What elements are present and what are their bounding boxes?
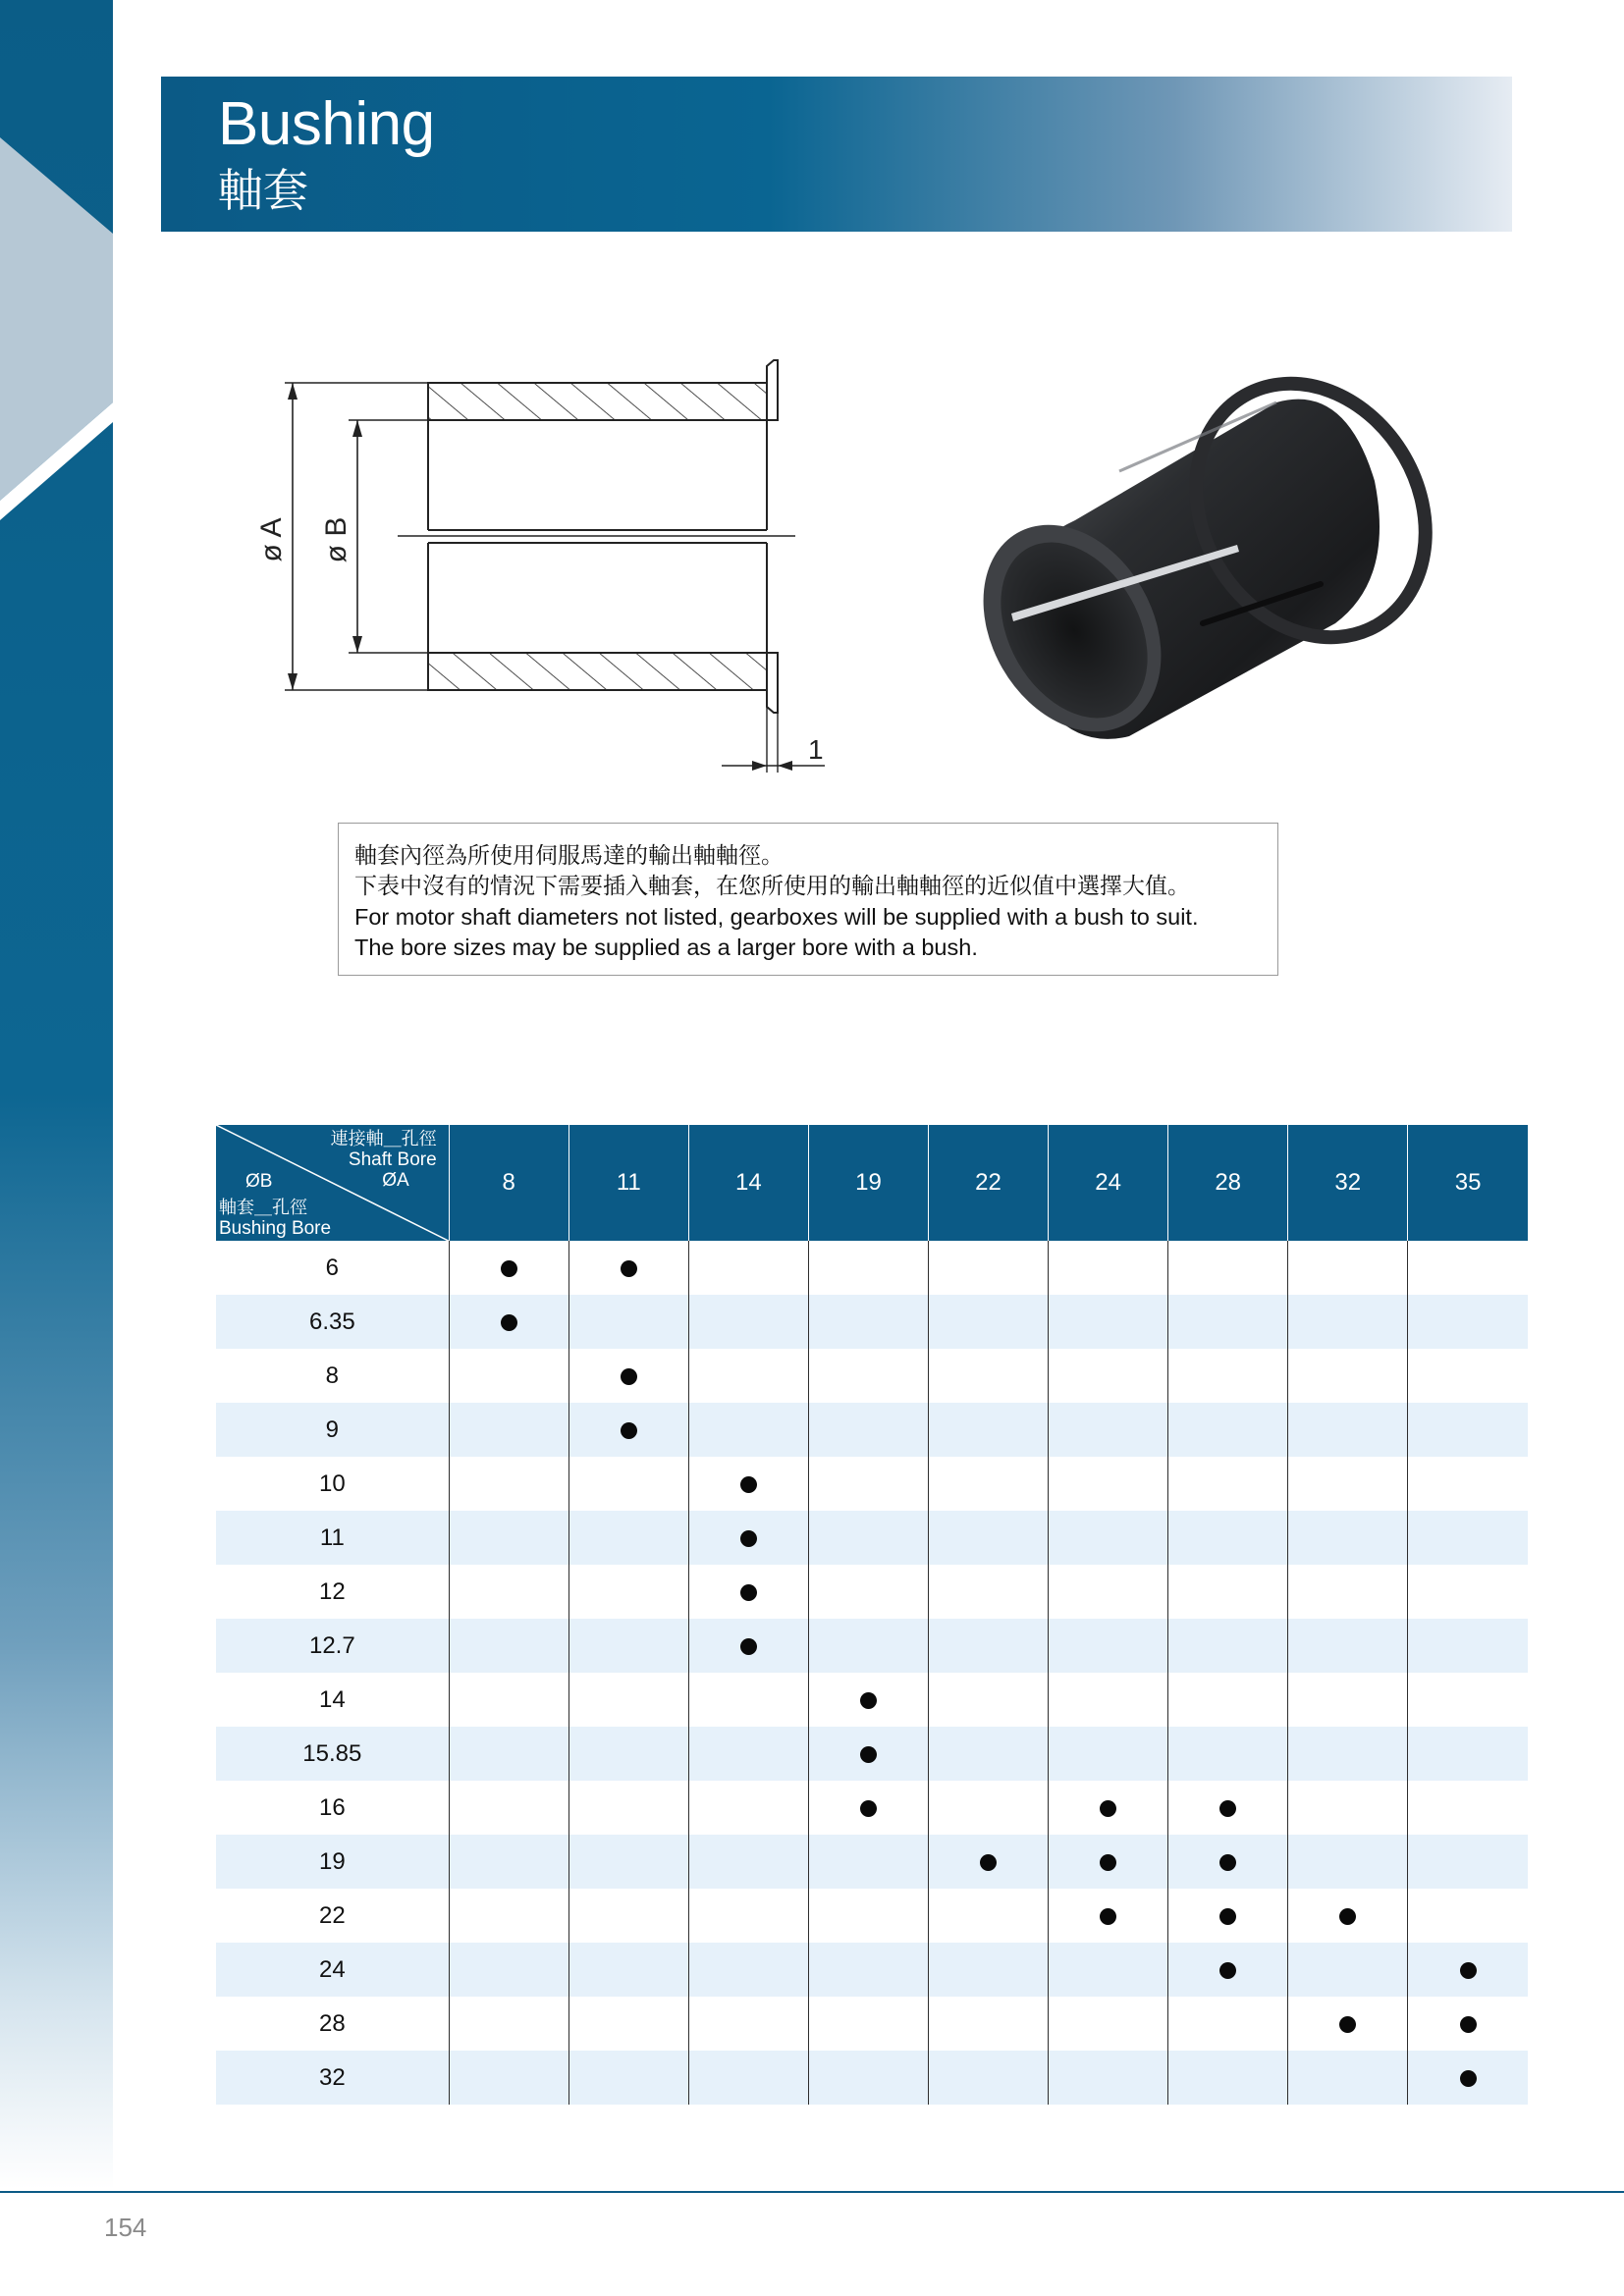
- bushing-bore-cell: 28: [216, 1997, 449, 2051]
- table-row: [216, 1835, 1528, 1889]
- compatibility-cell: [1049, 1511, 1168, 1565]
- compatibility-cell: [928, 1403, 1048, 1457]
- compatible-dot-icon: [1339, 1908, 1356, 1925]
- compatibility-cell: [1288, 1403, 1408, 1457]
- table-body: [216, 1241, 1528, 2105]
- dimension-a-label: ø A: [255, 517, 288, 562]
- compatibility-cell: [808, 1619, 928, 1673]
- compatibility-cell: [688, 1673, 808, 1727]
- compatibility-cell: [1049, 1403, 1168, 1457]
- compatibility-cell: [1408, 1403, 1528, 1457]
- compatibility-cell: [1168, 1619, 1288, 1673]
- compatibility-cell: [1168, 1889, 1288, 1943]
- compatibility-cell: [568, 2051, 688, 2105]
- compatibility-cell: [1408, 2051, 1528, 2105]
- compatibility-cell: [1049, 1835, 1168, 1889]
- compatibility-cell: [1049, 2051, 1168, 2105]
- compatibility-cell: [1168, 1781, 1288, 1835]
- compatibility-cell: [688, 1565, 808, 1619]
- compatibility-cell: [1408, 1943, 1528, 1997]
- compatibility-cell: [1408, 1889, 1528, 1943]
- dimension-b-label: ø B: [320, 516, 352, 563]
- compatibility-cell: [1168, 1997, 1288, 2051]
- shaft-bore-column-header: 22: [928, 1125, 1048, 1241]
- compatibility-cell: [1049, 1781, 1168, 1835]
- compatibility-cell: [568, 1241, 688, 1295]
- compatible-dot-icon: [860, 1800, 877, 1817]
- compatibility-cell: [1049, 1943, 1168, 1997]
- compatibility-cell: [808, 1943, 928, 1997]
- compatibility-cell: [808, 1241, 928, 1295]
- title-banner: [161, 77, 1512, 232]
- compatibility-cell: [928, 1511, 1048, 1565]
- compatibility-cell: [449, 1673, 568, 1727]
- compatibility-cell: [808, 1997, 928, 2051]
- bushing-bore-cell: 6: [216, 1241, 449, 1295]
- shaft-bore-column-header: 35: [1408, 1125, 1528, 1241]
- compatibility-cell: [1408, 1457, 1528, 1511]
- table-row: [216, 1673, 1528, 1727]
- compatibility-cell: [1288, 1565, 1408, 1619]
- compatibility-cell: [928, 1727, 1048, 1781]
- compatibility-cell: [1049, 1673, 1168, 1727]
- compatibility-cell: [928, 1943, 1048, 1997]
- compatibility-cell: [1288, 1511, 1408, 1565]
- compatible-dot-icon: [501, 1314, 517, 1331]
- compatibility-cell: [1168, 1295, 1288, 1349]
- table-row: [216, 1565, 1528, 1619]
- compatible-dot-icon: [980, 1854, 997, 1871]
- bushing-bore-cell: 16: [216, 1781, 449, 1835]
- bushing-bore-cell: 9: [216, 1403, 449, 1457]
- note-line-cn-1: 軸套內徑為所使用伺服馬達的輸出軸軸徑。: [354, 843, 784, 869]
- page-subtitle: 軸套: [218, 164, 308, 217]
- compatibility-cell: [449, 1511, 568, 1565]
- compatible-dot-icon: [860, 1746, 877, 1763]
- shaft-bore-heading: [331, 1129, 437, 1191]
- compatibility-cell: [1408, 1997, 1528, 2051]
- compatible-dot-icon: [740, 1584, 757, 1601]
- compatibility-cell: [1408, 1511, 1528, 1565]
- compatibility-cell: [1168, 1943, 1288, 1997]
- compatibility-cell: [688, 2051, 808, 2105]
- compatible-dot-icon: [1219, 1800, 1236, 1817]
- compatibility-cell: [568, 1349, 688, 1403]
- compatibility-cell: [568, 1727, 688, 1781]
- compatibility-cell: [1168, 1673, 1288, 1727]
- bushing-bore-cell: 19: [216, 1835, 449, 1889]
- compatibility-cell: [688, 1403, 808, 1457]
- compatibility-cell: [1408, 1835, 1528, 1889]
- compatibility-cell: [449, 1619, 568, 1673]
- compatibility-cell: [1288, 1727, 1408, 1781]
- compatibility-cell: [688, 1835, 808, 1889]
- compatibility-cell: [808, 1511, 928, 1565]
- compatibility-cell: [568, 1403, 688, 1457]
- compatibility-cell: [808, 1457, 928, 1511]
- compatible-dot-icon: [1219, 1908, 1236, 1925]
- compatibility-cell: [808, 1565, 928, 1619]
- compatibility-cell: [1168, 1403, 1288, 1457]
- compatibility-cell: [1049, 1241, 1168, 1295]
- compatibility-cell: [928, 1295, 1048, 1349]
- compatibility-cell: [568, 1835, 688, 1889]
- note-line-en-1: For motor shaft diameters not listed, gearboxes will be supplied with a bush to suit.: [354, 904, 1199, 930]
- compatibility-cell: [568, 1673, 688, 1727]
- compatible-dot-icon: [1339, 2016, 1356, 2033]
- compatibility-cell: [1168, 2051, 1288, 2105]
- page-title: Bushing: [218, 90, 435, 158]
- bushing-bore-cell: 11: [216, 1511, 449, 1565]
- compatibility-cell: [568, 1511, 688, 1565]
- compatible-dot-icon: [501, 1260, 517, 1277]
- compatibility-cell: [449, 2051, 568, 2105]
- note-line-cn-2: 下表中沒有的情況下需要插入軸套，在您所使用的輸出軸軸徑的近似值中選擇大值。: [354, 874, 1190, 899]
- table-row: [216, 1457, 1528, 1511]
- bushing-bore-cell: 12.7: [216, 1619, 449, 1673]
- compatibility-cell: [928, 1565, 1048, 1619]
- compatible-dot-icon: [1100, 1908, 1116, 1925]
- compatibility-cell: [1288, 1241, 1408, 1295]
- compatible-dot-icon: [621, 1368, 637, 1385]
- compatibility-cell: [568, 1457, 688, 1511]
- bushing-bore-table: [216, 1125, 1528, 2105]
- compatibility-cell: [1288, 1889, 1408, 1943]
- compatibility-cell: [1168, 1349, 1288, 1403]
- compatibility-cell: [688, 1295, 808, 1349]
- compatibility-cell: [1408, 1295, 1528, 1349]
- table-row: [216, 1295, 1528, 1349]
- compatibility-cell: [1408, 1619, 1528, 1673]
- compatibility-cell: [808, 1295, 928, 1349]
- compatibility-cell: [808, 2051, 928, 2105]
- compatibility-cell: [928, 1349, 1048, 1403]
- compatibility-cell: [449, 1565, 568, 1619]
- compatibility-cell: [449, 1349, 568, 1403]
- compatibility-cell: [1288, 1997, 1408, 2051]
- compatibility-cell: [568, 1295, 688, 1349]
- compatibility-cell: [688, 1619, 808, 1673]
- shaft-bore-column-header: 32: [1288, 1125, 1408, 1241]
- compatibility-cell: [1288, 1457, 1408, 1511]
- compatibility-cell: [928, 1241, 1048, 1295]
- compatibility-cell: [928, 1673, 1048, 1727]
- compatibility-cell: [449, 1295, 568, 1349]
- compatibility-cell: [1408, 1781, 1528, 1835]
- compatibility-cell: [808, 1727, 928, 1781]
- compatibility-cell: [1168, 1511, 1288, 1565]
- compatibility-cell: [568, 1781, 688, 1835]
- compatibility-cell: [1049, 1889, 1168, 1943]
- compatibility-cell: [928, 1781, 1048, 1835]
- compatibility-cell: [1168, 1241, 1288, 1295]
- compatibility-cell: [449, 1457, 568, 1511]
- compatibility-cell: [688, 1349, 808, 1403]
- compatibility-cell: [688, 1943, 808, 1997]
- compatibility-cell: [1408, 1673, 1528, 1727]
- compatibility-cell: [808, 1889, 928, 1943]
- note-line-en-2: The bore sizes may be supplied as a larger bore with a bush.: [354, 934, 978, 960]
- compatibility-cell: [688, 1997, 808, 2051]
- compatible-dot-icon: [1100, 1800, 1116, 1817]
- compatibility-cell: [1288, 1835, 1408, 1889]
- compatibility-cell: [449, 1997, 568, 2051]
- shaft-bore-column-header: 24: [1049, 1125, 1168, 1241]
- compatible-dot-icon: [1219, 1854, 1236, 1871]
- compatibility-cell: [1049, 1349, 1168, 1403]
- compatible-dot-icon: [621, 1260, 637, 1277]
- compatible-dot-icon: [860, 1692, 877, 1709]
- compatibility-cell: [1168, 1457, 1288, 1511]
- compatibility-cell: [568, 1889, 688, 1943]
- bushing-bore-cell: 24: [216, 1943, 449, 1997]
- compatibility-cell: [1049, 1997, 1168, 2051]
- compatibility-cell: [808, 1781, 928, 1835]
- compatibility-cell: [928, 1835, 1048, 1889]
- compatibility-cell: [449, 1835, 568, 1889]
- compatibility-cell: [808, 1835, 928, 1889]
- table-row: [216, 2051, 1528, 2105]
- compatible-dot-icon: [740, 1530, 757, 1547]
- shaft-bore-column-header: 14: [688, 1125, 808, 1241]
- table-row: [216, 1943, 1528, 1997]
- compatibility-cell: [1168, 1835, 1288, 1889]
- compatibility-cell: [1168, 1727, 1288, 1781]
- compatibility-cell: [928, 1457, 1048, 1511]
- compatible-dot-icon: [740, 1638, 757, 1655]
- bushing-bore-cn: 軸套＿孔徑: [219, 1198, 307, 1218]
- bushing-bore-cell: 8: [216, 1349, 449, 1403]
- compatibility-cell: [808, 1403, 928, 1457]
- bushing-product-image: [982, 373, 1443, 746]
- compatibility-cell: [688, 1727, 808, 1781]
- shaft-bore-column-header: 28: [1168, 1125, 1288, 1241]
- shaft-bore-column-header: 8: [449, 1125, 568, 1241]
- footer-rule: [0, 2191, 1624, 2193]
- compatibility-cell: [568, 1619, 688, 1673]
- table-row: [216, 1511, 1528, 1565]
- bushing-note: [338, 823, 1278, 976]
- bushing-bore-cell: 12: [216, 1565, 449, 1619]
- shaft-bore-column-header: 11: [568, 1125, 688, 1241]
- table-row: [216, 1349, 1528, 1403]
- compatibility-cell: [1288, 1943, 1408, 1997]
- compatibility-cell: [449, 1403, 568, 1457]
- compatibility-cell: [928, 2051, 1048, 2105]
- compatibility-cell: [1408, 1565, 1528, 1619]
- shaft-bore-symbol: ØA: [382, 1170, 409, 1191]
- compatible-dot-icon: [1460, 1962, 1477, 1979]
- compatible-dot-icon: [740, 1476, 757, 1493]
- compatibility-cell: [568, 1997, 688, 2051]
- compatibility-cell: [928, 1889, 1048, 1943]
- compatibility-cell: [808, 1349, 928, 1403]
- shaft-bore-en: Shaft Bore: [348, 1149, 437, 1170]
- bushing-bore-en: Bushing Bore: [219, 1218, 332, 1239]
- compatibility-cell: [449, 1781, 568, 1835]
- compatibility-cell: [688, 1241, 808, 1295]
- compatibility-cell: [688, 1889, 808, 1943]
- compatibility-cell: [1408, 1727, 1528, 1781]
- shaft-bore-cn: 連接軸＿孔徑: [330, 1129, 437, 1149]
- compatibility-cell: [1288, 1781, 1408, 1835]
- compatibility-cell: [1049, 1727, 1168, 1781]
- table-row: [216, 1619, 1528, 1673]
- compatibility-cell: [1049, 1295, 1168, 1349]
- compatibility-cell: [568, 1565, 688, 1619]
- table-row: [216, 1727, 1528, 1781]
- compatibility-cell: [1288, 1295, 1408, 1349]
- compatibility-cell: [1288, 1349, 1408, 1403]
- table-row: [216, 1889, 1528, 1943]
- compatibility-cell: [1288, 2051, 1408, 2105]
- flange-dimension-label: 1: [808, 734, 824, 765]
- page-number: 154: [104, 2213, 147, 2242]
- compatible-dot-icon: [1219, 1962, 1236, 1979]
- compatibility-cell: [928, 1619, 1048, 1673]
- compatible-dot-icon: [1460, 2016, 1477, 2033]
- compatibility-cell: [1049, 1565, 1168, 1619]
- compatible-dot-icon: [1100, 1854, 1116, 1871]
- table-row: [216, 1997, 1528, 2051]
- side-chevron-decoration: [0, 137, 113, 520]
- compatibility-cell: [449, 1241, 568, 1295]
- compatibility-cell: [688, 1781, 808, 1835]
- bushing-bore-cell: 22: [216, 1889, 449, 1943]
- table-row: [216, 1241, 1528, 1295]
- bushing-bore-cell: 32: [216, 2051, 449, 2105]
- bushing-bore-cell: 15.85: [216, 1727, 449, 1781]
- compatibility-cell: [449, 1889, 568, 1943]
- bushing-bore-heading: [219, 1198, 331, 1239]
- table-corner-header: [216, 1125, 449, 1241]
- compatible-dot-icon: [1460, 2070, 1477, 2087]
- bushing-bore-cell: 10: [216, 1457, 449, 1511]
- compatibility-cell: [688, 1511, 808, 1565]
- bushing-technical-drawing: [236, 348, 844, 780]
- bushing-bore-cell: 14: [216, 1673, 449, 1727]
- compatibility-cell: [568, 1943, 688, 1997]
- compatibility-cell: [688, 1457, 808, 1511]
- compatibility-cell: [1049, 1457, 1168, 1511]
- bushing-bore-symbol: ØB: [245, 1171, 273, 1192]
- table-header-row: [216, 1125, 1528, 1241]
- table-row: [216, 1781, 1528, 1835]
- bushing-bore-cell: 6.35: [216, 1295, 449, 1349]
- compatibility-cell: [808, 1673, 928, 1727]
- table-row: [216, 1403, 1528, 1457]
- compatibility-cell: [1168, 1565, 1288, 1619]
- compatibility-cell: [449, 1727, 568, 1781]
- compatibility-cell: [1408, 1241, 1528, 1295]
- compatibility-cell: [928, 1997, 1048, 2051]
- shaft-bore-column-header: 19: [808, 1125, 928, 1241]
- compatibility-cell: [1408, 1349, 1528, 1403]
- compatibility-cell: [449, 1943, 568, 1997]
- compatibility-cell: [1288, 1673, 1408, 1727]
- compatibility-cell: [1288, 1619, 1408, 1673]
- compatible-dot-icon: [621, 1422, 637, 1439]
- compatibility-cell: [1049, 1619, 1168, 1673]
